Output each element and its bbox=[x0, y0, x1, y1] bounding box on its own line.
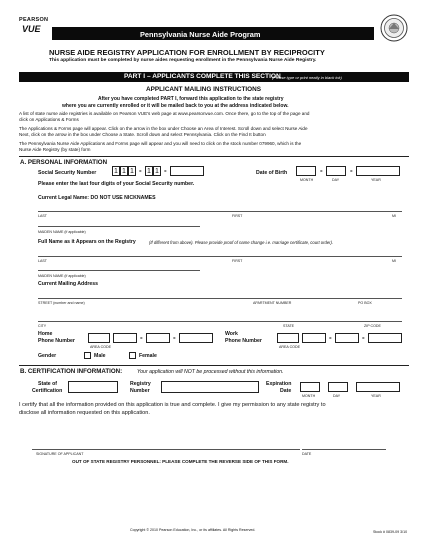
street-field[interactable] bbox=[38, 298, 402, 299]
home-number-field[interactable] bbox=[179, 333, 213, 343]
work-dash-2: - bbox=[362, 333, 365, 342]
exp-day-caption: DAY bbox=[333, 394, 341, 398]
pobox-caption: PO BOX bbox=[358, 301, 372, 305]
cert-state-label-2: Certification bbox=[32, 388, 63, 394]
exp-day-field[interactable] bbox=[328, 382, 348, 392]
legal-mi-caption: MI bbox=[392, 214, 396, 218]
male-label: Male bbox=[94, 353, 106, 359]
exp-year-caption: YEAR bbox=[371, 394, 381, 398]
work-prefix-field[interactable] bbox=[302, 333, 326, 343]
dob-year-caption: YEAR bbox=[371, 178, 381, 182]
ssn-dash-2: - bbox=[164, 166, 167, 175]
registry-maiden-caption: MAIDEN NAME (if applicable) bbox=[38, 274, 86, 278]
state-caption: STATE bbox=[283, 324, 295, 328]
certify-line-1: I certify that all the information provided on this application is true and complete. I give my permission to any state registry to bbox=[19, 402, 326, 408]
program-title: Pennsylvania Nurse Aide Program bbox=[140, 30, 261, 39]
dob-label: Date of Birth bbox=[256, 170, 288, 176]
mailing-para1b: click on Applications & Forms bbox=[19, 117, 79, 122]
home-mid-field[interactable] bbox=[146, 333, 170, 343]
female-label: Female bbox=[139, 353, 157, 359]
maiden-caption: MAIDEN NAME (if applicable) bbox=[38, 230, 86, 234]
signature-date-caption: DATE bbox=[302, 452, 312, 456]
work-phone-label-2: Phone Number bbox=[225, 338, 262, 344]
work-dash-1: - bbox=[329, 333, 332, 342]
registry-maiden-field[interactable] bbox=[38, 270, 200, 271]
registry-number-field[interactable] bbox=[161, 381, 259, 393]
maiden-name-field[interactable] bbox=[38, 226, 200, 227]
mailing-para1a: A list of state nurse aide registries is available on Pearson VUE's web page at www.pearsonvue.com. Once there, go to the top of the page and bbox=[19, 111, 310, 116]
dob-day-field[interactable] bbox=[326, 166, 346, 176]
section-b-heading: B. CERTIFICATION INFORMATION: bbox=[20, 368, 123, 375]
gender-label: Gender bbox=[38, 353, 57, 359]
city-caption: CITY bbox=[38, 324, 47, 328]
registry-number-label-1: Registry bbox=[130, 381, 151, 387]
home-area-code-field[interactable] bbox=[88, 333, 110, 343]
ssn-digit-3[interactable]: 1 bbox=[128, 166, 136, 176]
registry-last-caption: LAST bbox=[38, 259, 47, 263]
male-checkbox[interactable] bbox=[84, 352, 91, 359]
certify-line-2: disclose all information requested on this application. bbox=[19, 410, 150, 416]
ssn-label: Social Security Number bbox=[38, 170, 97, 176]
part1-note: (Please type or print neatly in black ink) bbox=[272, 74, 342, 80]
city-field[interactable] bbox=[38, 321, 402, 322]
legal-name-label: Current Legal Name: DO NOT USE NICKNAMES bbox=[38, 195, 156, 201]
ssn-last4-field[interactable] bbox=[170, 166, 204, 176]
work-phone-label-1: Work bbox=[225, 331, 238, 337]
section-b-rule bbox=[19, 365, 409, 366]
home-prefix-field[interactable] bbox=[113, 333, 137, 343]
exp-month-caption: MONTH bbox=[302, 394, 316, 398]
ssn-digit-5[interactable]: 1 bbox=[153, 166, 161, 176]
dob-month-caption: MONTH bbox=[300, 178, 314, 182]
work-mid-field[interactable] bbox=[335, 333, 359, 343]
section-a-rule bbox=[19, 156, 409, 157]
work-number-field[interactable] bbox=[368, 333, 402, 343]
mailing-heading: APPLICANT MAILING INSTRUCTIONS bbox=[146, 86, 262, 93]
logo-pearson-text: PEARSON bbox=[19, 17, 49, 23]
signature-field[interactable] bbox=[32, 449, 300, 450]
registry-name-note: (If different from above). Please provide proof of name change i.e. marriage certificate, court order). bbox=[149, 239, 334, 245]
work-area-code-caption: AREA CODE bbox=[279, 345, 300, 349]
ssn-digit-4[interactable]: 1 bbox=[145, 166, 153, 176]
registry-first-caption: FIRST bbox=[232, 259, 243, 263]
mailing-para2a: The Applications & Forms page will appear. Click on the arrow in the box under Choose an Area of Interest. Scroll down and select Nurse Aide bbox=[19, 126, 308, 131]
female-checkbox[interactable] bbox=[129, 352, 136, 359]
ssn-digit-2[interactable]: 1 bbox=[120, 166, 128, 176]
section-b-note: Your application will NOT be processed without this information. bbox=[137, 369, 284, 375]
exp-year-field[interactable] bbox=[356, 382, 400, 392]
dob-year-field[interactable] bbox=[356, 166, 400, 176]
signature-caption: SIGNATURE OF APPLICANT bbox=[36, 452, 84, 456]
form-title: NURSE AIDE REGISTRY APPLICATION FOR ENROLLMENT BY RECIPROCITY bbox=[49, 48, 325, 57]
zip-caption: ZIP CODE bbox=[364, 324, 381, 328]
street-caption: STREET (number and name) bbox=[38, 301, 85, 305]
mailing-address-label: Current Mailing Address bbox=[38, 281, 99, 287]
home-dash-2: - bbox=[173, 333, 176, 342]
legal-last-caption: LAST bbox=[38, 214, 47, 218]
ssn-dash-1: - bbox=[139, 166, 142, 175]
registry-number-label-2: Number bbox=[130, 388, 150, 394]
cert-state-field[interactable] bbox=[68, 381, 118, 393]
mailing-line1: After you have completed PART I, forward this application to the state registry bbox=[98, 96, 284, 102]
expiration-label-2: Date bbox=[280, 388, 292, 394]
registry-mi-caption: MI bbox=[392, 259, 396, 263]
cert-state-label-1: State of bbox=[38, 381, 58, 387]
section-a-heading: A. PERSONAL INFORMATION bbox=[20, 159, 108, 166]
mailing-para3b: Nurse Aide Registry (by state) form bbox=[19, 147, 91, 152]
home-dash-1: - bbox=[140, 333, 143, 342]
legal-first-caption: FIRST bbox=[232, 214, 243, 218]
home-phone-label-1: Home bbox=[38, 331, 53, 337]
pearson-logo bbox=[19, 17, 49, 43]
logo-vue-text: VUE bbox=[22, 24, 41, 34]
home-area-code-caption: AREA CODE bbox=[90, 345, 111, 349]
mailing-line2: where you are currently enrolled or it will be mailed back to you at the address indicated below. bbox=[62, 103, 289, 109]
part1-label: PART I – APPLICANTS COMPLETE THIS SECTION bbox=[124, 73, 281, 80]
dob-day-caption: DAY bbox=[332, 178, 340, 182]
work-area-code-field[interactable] bbox=[277, 333, 299, 343]
copyright-text: Copyright © 2010 Pearson Education, Inc., or its affiliates. All Rights Reserved. bbox=[130, 528, 256, 532]
dob-month-field[interactable] bbox=[296, 166, 316, 176]
ssn-note: Please enter the last four digits of your Social Security number. bbox=[38, 181, 195, 187]
mailing-para3a: The Pennsylvania Nurse Aide Applications and Forms page will appear and you will need to click on the stock number 079960, which is the bbox=[19, 141, 302, 146]
oos-registry-note: OUT OF STATE REGISTRY PERSONNEL: PLEASE COMPLETE THE REVERSE SIDE OF THIS FORM. bbox=[72, 459, 289, 464]
registry-name-label: Full Name as it Appears on the Registry bbox=[38, 239, 136, 245]
dob-dash-2: - bbox=[350, 166, 353, 175]
registry-name-field[interactable] bbox=[38, 256, 402, 257]
apt-caption: APARTMENT NUMBER bbox=[253, 301, 292, 305]
stock-number: Stock # 0839-09 3/10 bbox=[373, 530, 408, 534]
dob-dash-1: - bbox=[320, 166, 323, 175]
legal-name-field[interactable] bbox=[38, 211, 402, 212]
ssn-digit-1[interactable]: 1 bbox=[112, 166, 120, 176]
signature-date-field[interactable] bbox=[302, 449, 386, 450]
mailing-para2b: Next, click on the arrow in the box under Choose a State. Scroll down and select Pennsylvania. Click on the Find It button bbox=[19, 132, 266, 137]
home-phone-label-2: Phone Number bbox=[38, 338, 75, 344]
expiration-label-1: Expiration bbox=[266, 381, 292, 387]
pa-state-seal-icon bbox=[380, 14, 408, 42]
exp-month-field[interactable] bbox=[300, 382, 320, 392]
form-subtitle: This application must be completed by nurse aides requesting enrollment in the Pennsylvania Nurse Aide Registry. bbox=[49, 58, 317, 63]
